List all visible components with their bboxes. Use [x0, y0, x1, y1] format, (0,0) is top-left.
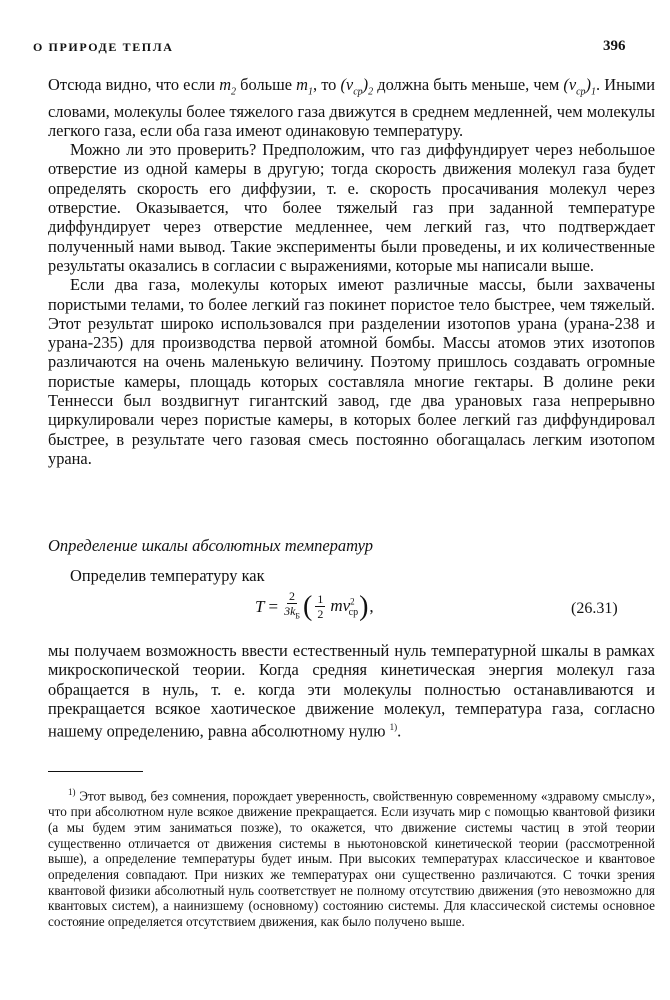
symbol-v-avg-1: $(v_{ср})_1$ [563, 75, 597, 98]
running-title: О ПРИРОДЕ ТЕПЛА [33, 40, 174, 54]
paragraph-1: Отсюда видно, что если $m_2$ больше $m_1$, то $(v_{ср})_2$ должна быть меньше, чем $(v_{ср})_1$. Иными словами, молекулы более тяжелого газа движутся в среднем медленней, чем молекулы легкого газа, если оба газа имеют одинаковую температуру. [48, 75, 655, 140]
symbol-v-avg-2: $(v_{ср})_2$ [340, 75, 374, 98]
paragraph-3: Если два газа, молекулы которых имеют различные массы, были захвачены пористыми телами, то более легкий газ покинет пористое тело быстрее, чем тяжелый. Этот результат широко использовался при разделении изотопов урана (урана-238 и урана-235) для производства первой атомной бомбы. Массы атомов этих изотопов различаются на очень маленькую величину. Поэтому пришлось создавать огромные пористые камеры, площадь которых составляла многие гектары. В долине реки Теннесси был воздвигнут гигантский завод, где два урановых газа непрерывно циркулировали через пористые камеры, в которых более легкий газ диффундировал быстрее, в результате чего газовая смесь постоянно обогащалась легким изотопом урана. [48, 275, 655, 468]
paragraph-after-formula: мы получаем возможность ввести естественный нуль температурной шкалы в рамках микроскопической теории. Когда средняя кинетическая энергия молекул газа обращается в нуль, т. е. когда эти молекулы полностью останавливаются и прекращается всякое хаотическое движение молекул, температура газа, согласно нашему определению, равна абсолютному нулю $^{1)}$. [48, 641, 655, 741]
footnote-reference: 1) [389, 722, 398, 733]
page-number: 396 [603, 38, 626, 54]
section-heading: Определение шкалы абсолютных температур [48, 536, 374, 555]
main-text [48, 75, 655, 468]
footnote: $^{1)}$ Этот вывод, без сомнения, порождает уверенность, свойственную современному «здравому смыслу», что при абсолютном нуле всякое движение прекращается. Если изучать мир с помощью квантовой физики (а мы будем этим заниматься позже), то окажется, что движение системы частиц в этой теории существенно отличается от движения системы в ньютоновской кинетической теории (рассмотренной выше), а определение температуры будет иным. При высоких температурах классическое и квантовое определения совпадают. При низких же температурах они существенно различаются. С точки зрения квантовой физики абсолютный нуль соответствует не полному отсутствию движения (это невозможно для квантовых систем), а наинизшему (основному) состоянию системы. Для классической системы основное состояние определяется отсутствием движения, как было получено выше. [48, 787, 655, 930]
fraction-2-over-3k: $\frac{2}{3k_Б}$ [284, 589, 300, 621]
paragraph-2: Можно ли это проверить? Предположим, что газ диффундирует через небольшое отверстие из одной камеры в другую; тогда скорость движения молекул газа будет определять скорость его диффузии, т. е. скорость просачивания молекул через отверстие. Оказывается, что более тяжелый газ при заданной температуре диффундирует через отверстие медленнее, чем легкий газ, что подтверждает полученный нами вывод. Такие эксперименты были проведены, и их количественные результаты оказались в согласии с выражениями, которые мы написали выше. [48, 140, 655, 275]
footnote-marker: 1) [68, 787, 76, 797]
fraction-1-over-2: $\frac{1}{2}$ [317, 591, 324, 621]
symbol-m2: $m_2$ [219, 75, 237, 98]
formula-26-31: T = $\frac{2}{3k_Б}$ ( $\frac{1}{2}$ $mv^2_{ср}$ ) , [255, 589, 374, 622]
equation-number: (26.31) [571, 600, 618, 617]
footnote-divider [48, 771, 143, 772]
formula-intro: Определив температуру как [70, 566, 265, 585]
symbol-m1: $m_1$ [296, 75, 313, 98]
